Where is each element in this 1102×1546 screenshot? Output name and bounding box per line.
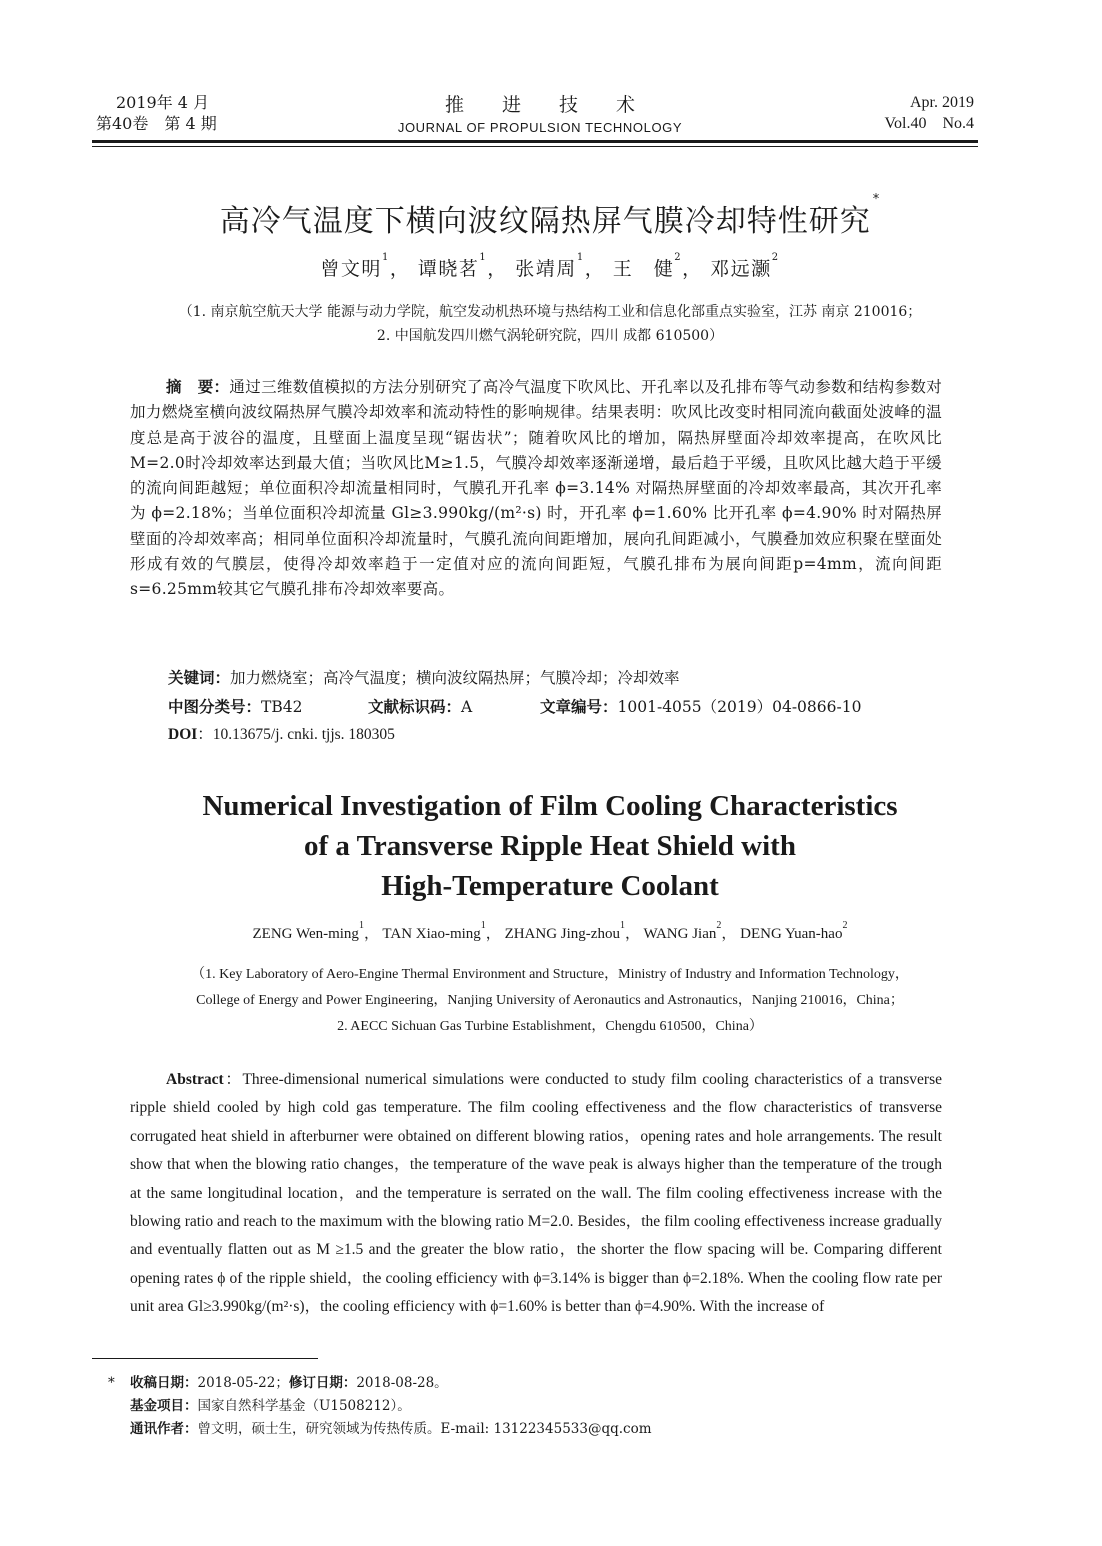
author-cn-affil: 1 xyxy=(576,252,585,263)
article-no-label: 文章编号： xyxy=(540,698,618,716)
footnote-dates xyxy=(108,1372,968,1395)
title-en-line: High-Temperature Coolant xyxy=(381,870,719,902)
author-en: DENG Yuan-hao xyxy=(740,926,843,942)
author-en-affil: 1 xyxy=(619,920,625,931)
affiliation-en-line: College of Energy and Power Engineering，Nanjing University of Aeronautics and Astronautics，Nanjing 210016，China； xyxy=(196,993,904,1008)
authors-en: ZENG Wen-ming$^1$， TAN Xiao-ming$^1$， ZHANG Jing-zhou$^1$， WANG Jian$^2$， DENG Yuan-hao$^2$ xyxy=(252,920,848,942)
abstract-en-text: ：Three-dimensional numerical simulations were conducted to study film cooling characteristics of a transverse ripple shield cooled by high cold gas temperature. The film cooling effectiveness and the flow characteristics of transverse corrugated heat shield in afterburner were obtained on different blowing ratios，opening rates and hole arrangements. The result show that when the blowing ratio changes，the temperature of the wave peak is always higher than the temperature of the trough at the same longitudinal location，and the temperature is serrated on the wall. The film cooling effectiveness increase with the blowing ratio and reach to the maximum with the blowing ratio M=2.0. Besides，the film cooling effectiveness increase gradually and eventually flatten out as M ≥1.5 and the greater the blow ratio，the shorter the flow spacing will be. Comparing different opening rates ϕ of the ripple shield，the cooling efficiency with ϕ=3.14% is bigger than ϕ=2.18%. When the cooling flow rate per unit area Gl≥3.990kg/(m²·s)，the cooling efficiency with ϕ=1.60% is better than ϕ=4.90%. With the increase of xyxy=(130,1071,942,1316)
journal-name-cn: 推 进 技 术 xyxy=(444,94,652,116)
issue-date-cn: 2019年 4 月 xyxy=(116,93,210,112)
header-rule-thick xyxy=(92,140,978,143)
footnote-rule xyxy=(92,1358,318,1359)
affiliation-en xyxy=(100,962,1000,1040)
issue-volume-cn: 第40卷 第 4 期 xyxy=(96,114,217,133)
author-en-affil: 1 xyxy=(480,920,486,931)
affiliation-en-line: 2. AECC Sichuan Gas Turbine Establishment，Chengdu 610500，China） xyxy=(337,1019,763,1034)
clc-label: 中图分类号： xyxy=(168,698,262,716)
abstract-cn-label: 摘 要： xyxy=(166,378,230,396)
fund-label: 基金项目： xyxy=(130,1398,198,1414)
author-cn: 张靖周 xyxy=(515,258,577,280)
title-en xyxy=(80,786,1020,906)
author-en: TAN Xiao-ming xyxy=(382,926,481,942)
article-no-value: 1001-4055（2019）04-0866-10 xyxy=(617,698,862,716)
footnote-corresponding xyxy=(108,1418,968,1441)
keywords-cn xyxy=(168,666,948,691)
received-label: 收稿日期： xyxy=(130,1375,198,1391)
received-value: 2018-05-22； xyxy=(197,1375,289,1391)
abstract-cn xyxy=(130,375,942,603)
author-en-affil: 2 xyxy=(842,920,848,931)
footnote-fund xyxy=(108,1395,968,1418)
header-center xyxy=(380,90,700,135)
footnote xyxy=(108,1372,968,1441)
title-en-line: of a Transverse Ripple Heat Shield with xyxy=(304,830,796,862)
clc-value: TB42 xyxy=(261,698,303,716)
author-cn-affil: 2 xyxy=(771,252,780,263)
authors-cn: 曾文明$^1$， 谭晓茗$^1$， 张靖周$^1$， 王 健$^2$， 邓远灏$^2$ xyxy=(320,252,780,280)
abstract-en-label: Abstract xyxy=(166,1071,224,1088)
revised-label: 修订日期： xyxy=(288,1375,357,1391)
author-en: WANG Jian xyxy=(643,926,717,942)
header-rule-thin xyxy=(92,146,978,147)
affiliation-cn-line: 2. 中国航发四川燃气涡轮研究院，四川 成都 610500） xyxy=(376,328,724,344)
affiliation-cn xyxy=(100,300,1000,348)
author-cn-affil: 2 xyxy=(674,252,683,263)
author-en-affil: 1 xyxy=(358,920,364,931)
title-cn xyxy=(100,192,1000,240)
issue-volume-en: Vol.40 No.4 xyxy=(884,115,974,132)
doi-row xyxy=(168,722,948,747)
fund-value: 国家自然科学基金（U1508212）。 xyxy=(197,1398,411,1414)
author-cn: 曾文明 xyxy=(320,258,382,280)
doc-code-value: A xyxy=(461,698,473,716)
affiliation-en-line: （1. Key Laboratory of Aero-Engine Thermal Environment and Structure，Ministry of Industry and Information Technology， xyxy=(191,967,909,982)
author-cn-affil: 1 xyxy=(381,252,390,263)
keywords-label: 关键词： xyxy=(168,669,231,687)
header-left xyxy=(96,92,217,134)
keywords-text: 加力燃烧室；高冷气温度；横向波纹隔热屏；气膜冷却；冷却效率 xyxy=(230,669,680,687)
title-cn-text: 高冷气温度下横向波纹隔热屏气膜冷却特性研究 xyxy=(219,204,871,239)
header-right xyxy=(885,92,975,134)
corresponding-label: 通讯作者： xyxy=(130,1421,198,1437)
journal-name-en: JOURNAL OF PROPULSION TECHNOLOGY xyxy=(397,120,683,135)
revised-value: 2018-08-28。 xyxy=(356,1375,448,1391)
abstract-en xyxy=(130,1066,942,1322)
doi-label: DOI xyxy=(168,726,198,743)
doi-value: ：10.13675/j. cnki. tjjs. 180305 xyxy=(197,726,395,743)
author-cn: 邓远灏 xyxy=(710,258,772,280)
classification-row xyxy=(168,695,948,720)
abstract-cn-text: 通过三维数值模拟的方法分别研究了高冷气温度下吹风比、开孔率以及孔排布等气动参数和结构参数对加力燃烧室横向波纹隔热屏气膜冷却效率和流动特性的影响规律。结果表明：吹风比改变时相同流向截面处波峰的温度总是高于波谷的温度，且壁面上温度呈现“锯齿状”；随着吹风比的增加，隔热屏壁面冷却效率提高，在吹风比M=2.0时冷却效率达到最大值；当吹风比M≥1.5，气膜冷却效率逐渐递增，最后趋于平缓，且吹风比越大趋于平缓的流向间距越短；单位面积冷却流量相同时，气膜孔开孔率 ϕ=3.14% 对隔热屏壁面的冷却效率最高，其次开孔率为 ϕ=2.18%；当单位面积冷却流量 Gl≥3.990kg/(m²·s) 时，开孔率 ϕ=1.60% 比开孔率 ϕ=4.90% 时对隔热屏壁面的冷却效率高；相同单位面积冷却流量时，气膜孔流向间距增加，展向孔间距减小，气膜叠加效应积聚在壁面处形成有效的气膜层，使得冷却效率趋于一定值对应的流向间距短，气膜孔排布为展向间距p=4mm，流向间距s=6.25mm较其它气膜孔排布冷却效率要高。 xyxy=(130,378,942,599)
footnote-star: * xyxy=(108,1375,115,1391)
doc-code-label: 文献标识码： xyxy=(368,698,462,716)
author-cn: 谭晓茗 xyxy=(417,258,480,280)
author-en-affil: 2 xyxy=(716,920,722,931)
author-en: ZHANG Jing-zhou xyxy=(504,926,620,942)
issue-date-en: Apr. 2019 xyxy=(910,94,974,111)
affiliation-cn-line: （1. 南京航空航天大学 能源与动力学院，航空发动机热环境与热结构工业和信息化部重点实验室，江苏 南京 210016； xyxy=(178,304,922,320)
title-cn-footnote-mark: * xyxy=(872,192,881,207)
corresponding-value: 曾文明，硕士生，研究领域为传热传质。E-mail: 13122345533@qq.com xyxy=(197,1421,652,1437)
author-cn-affil: 1 xyxy=(479,252,488,263)
title-en-line: Numerical Investigation of Film Cooling Characteristics xyxy=(202,790,898,822)
author-en: ZENG Wen-ming xyxy=(252,926,359,942)
author-cn: 王 健 xyxy=(612,258,675,280)
